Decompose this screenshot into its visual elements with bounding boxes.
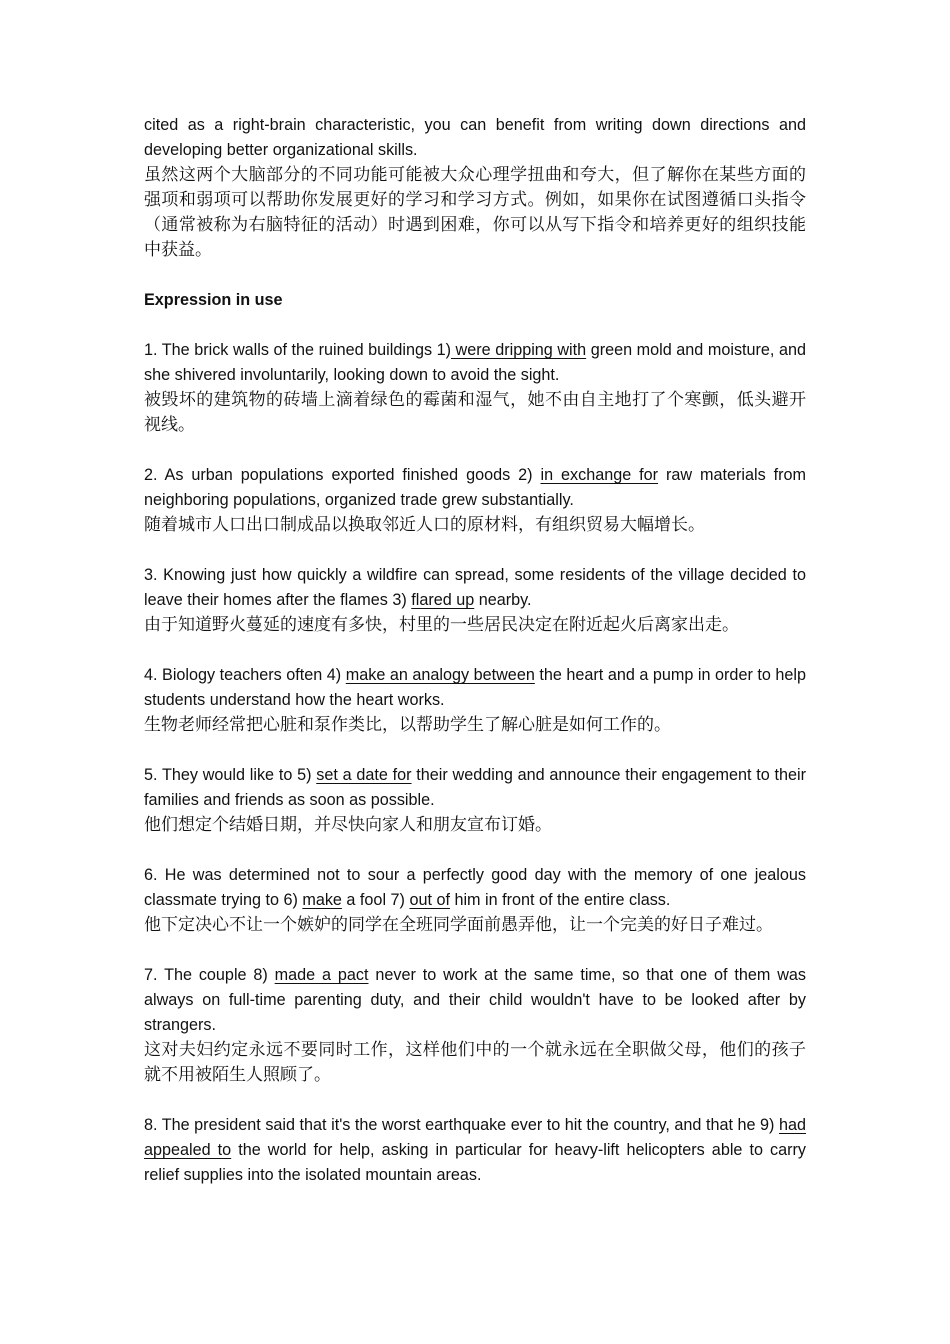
sentence-english: 3. Knowing just how quickly a wildfire can spread, some residents of the village decided to leave their homes after the flames 3) flared up nearby. [144, 566, 806, 609]
sentence-english: 8. The president said that it's the worst earthquake ever to hit the country, and that he 9) had appealed to the world for help, asking in particular for heavy-lift helicopters able to carry relief supplies into the isolated mountain areas. [144, 1116, 806, 1184]
document-page [144, 113, 806, 1188]
intro-english: cited as a right-brain characteristic, you can benefit from writing down directions and developing better organizational skills. [144, 116, 806, 159]
sentence-english: 2. As urban populations exported finished goods 2) in exchange for raw materials from neighboring populations, organized trade grew substantially. [144, 466, 806, 509]
answer-7: out of [409, 891, 450, 909]
intro-chinese: 虽然这两个大脑部分的不同功能可能被大众心理学扭曲和夸大，但了解你在某些方面的强项和弱项可以帮助你发展更好的学习和学习方式。例如，如果你在试图遵循口头指令（通常被称为右脑特征的活动）时遇到困难，你可以从写下指令和培养更好的组织技能中获益。 [144, 165, 806, 260]
sentence-english: 6. He was determined not to sour a perfectly good day with the memory of one jealous classmate trying to 6) make a fool 7) out of him in front of the entire class. [144, 866, 806, 909]
answer-8: made a pact [274, 966, 369, 984]
sentence-english: 7. The couple 8) made a pact never to work at the same time, so that one of them was always on full-time parenting duty, and their child wouldn't have to be looked after by strangers. [144, 966, 806, 1034]
exercise-item-6 [144, 863, 806, 938]
sentence-chinese: 生物老师经常把心脏和泵作类比，以帮助学生了解心脏是如何工作的。 [144, 715, 671, 735]
sentence-english: 4. Biology teachers often 4) make an analogy between the heart and a pump in order to help students understand how the heart works. [144, 666, 806, 709]
answer-3: flared up [411, 591, 475, 609]
sentence-chinese: 被毁坏的建筑物的砖墙上滴着绿色的霉菌和湿气，她不由自主地打了个寒颤，低头避开视线。 [144, 390, 806, 435]
answer-4: make an analogy between [345, 666, 535, 684]
exercise-item-8 [144, 1113, 806, 1188]
answer-5: set a date for [316, 766, 412, 784]
sentence-chinese: 由于知道野火蔓延的速度有多快，村里的一些居民决定在附近起火后离家出走。 [144, 615, 739, 635]
sentence-chinese: 他们想定个结婚日期，并尽快向家人和朋友宣布订婚。 [144, 815, 552, 835]
answer-1: were dripping with [451, 341, 587, 359]
answer-6: make [302, 891, 342, 909]
exercise-item-4 [144, 663, 806, 738]
exercise-item-3 [144, 563, 806, 638]
section-heading: Expression in use [144, 291, 283, 309]
sentence-english: 5. They would like to 5) set a date for their wedding and announce their engagement to their families and friends as soon as possible. [144, 766, 806, 809]
exercise-item-5 [144, 763, 806, 838]
exercise-item-1 [144, 338, 806, 438]
exercise-item-2 [144, 463, 806, 538]
answer-2: in exchange for [540, 466, 659, 484]
exercise-item-7 [144, 963, 806, 1088]
sentence-chinese: 随着城市人口出口制成品以换取邻近人口的原材料，有组织贸易大幅增长。 [144, 515, 705, 535]
sentence-english: 1. The brick walls of the ruined buildings 1) were dripping with green mold and moisture, and she shivered involuntarily, looking down to avoid the sight. [144, 341, 806, 384]
sentence-chinese: 这对夫妇约定永远不要同时工作，这样他们中的一个就永远在全职做父母，他们的孩子就不用被陌生人照顾了。 [144, 1040, 806, 1085]
sentence-chinese: 他下定决心不让一个嫉妒的同学在全班同学面前愚弄他，让一个完美的好日子难过。 [144, 915, 773, 935]
answer-9: had appealed to [144, 1116, 806, 1159]
